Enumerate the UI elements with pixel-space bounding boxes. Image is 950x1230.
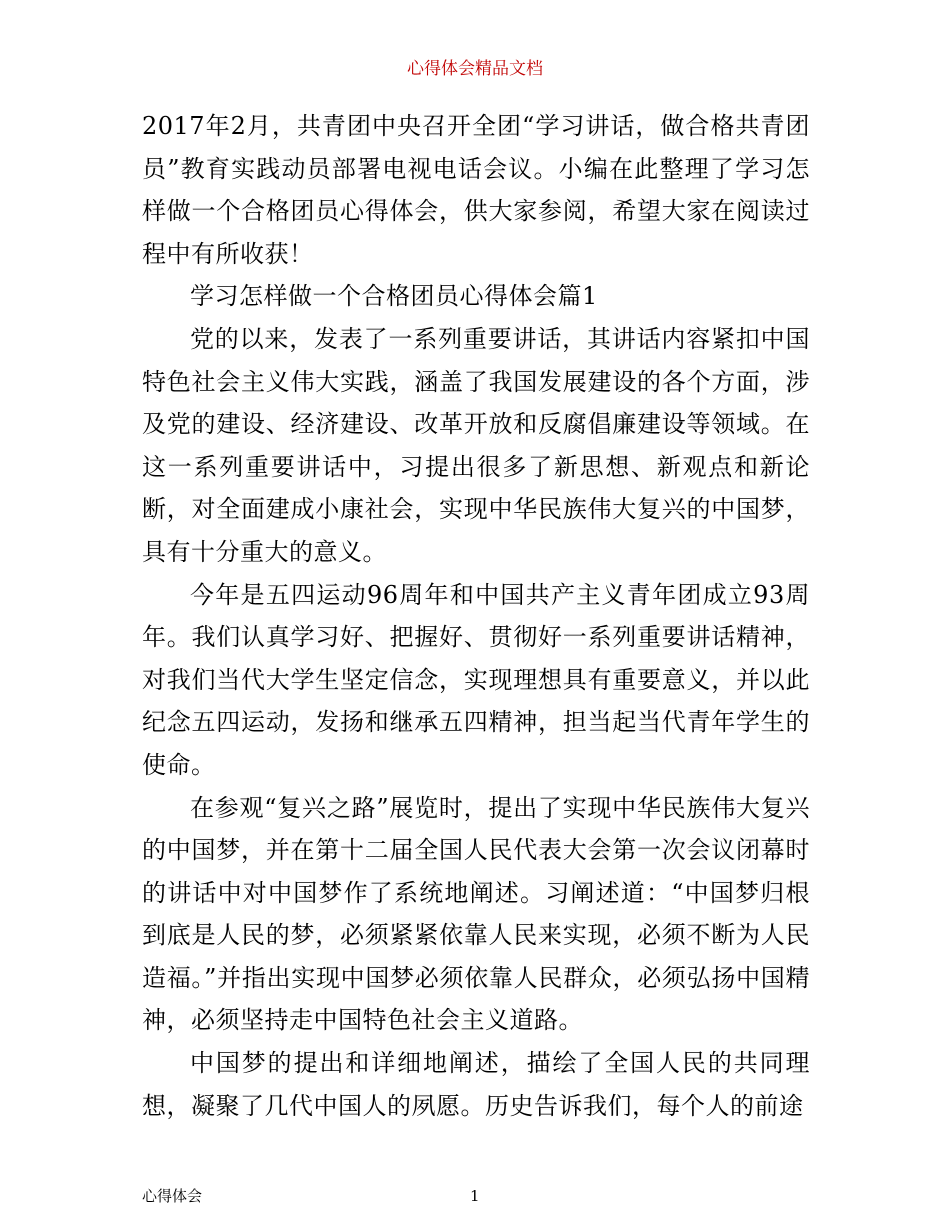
section-title: 学习怎样做一个合格团员心得体会篇1 [190,282,598,311]
body-paragraph: 今年是五四运动96周年和中国共产主义青年团成立93周年。我们认真学习好、把握好、贯彻好一系列重要讲话精神，对我们当代大学生坚定信念，实现理想具有重要意义，并以此纪念五四运动，发扬和继承五四精神，担当起当代青年学生的使命。 [142,580,810,779]
page-footer-label: 心得体会 [142,1187,203,1205]
body-paragraph: 中国梦的提出和详细地阐述，描绘了全国人民的共同理想，凝聚了几代中国人的夙愿。历史告诉我们，每个人的前途 [142,1049,810,1120]
page-header-title: 心得体会精品文档 [407,59,543,79]
page-number: 1 [470,1187,480,1205]
document-body [142,105,810,1127]
body-paragraph: 党的以来，发表了一系列重要讲话，其讲话内容紧扣中国特色社会主义伟大实践，涵盖了我国发展建设的各个方面，涉及党的建设、经济建设、改革开放和反腐倡廉建设等领域。在这一系列重要讲话中，习提出很多了新思想、新观点和新论断，对全面建成小康社会，实现中华民族伟大复兴的中国梦，具有十分重大的意义。 [142,324,810,566]
body-paragraph: 在参观“复兴之路”展览时，提出了实现中华民族伟大复兴的中国梦，并在第十二届全国人民代表大会第一次会议闭幕时的讲话中对中国梦作了系统地阐述。习阐述道：“中国梦归根到底是人民的梦，必须紧紧依靠人民来实现，必须不断为人民造福。”并指出实现中国梦必须依靠人民群众，必须弘扬中国精神，必须坚持走中国特色社会主义道路。 [142,793,810,1035]
intro-paragraph: 2017年2月，共青团中央召开全团“学习讲话，做合格共青团员”教育实践动员部署电视电话会议。小编在此整理了学习怎样做一个合格团员心得体会，供大家参阅，希望大家在阅读过程中有所收获！ [142,112,810,268]
